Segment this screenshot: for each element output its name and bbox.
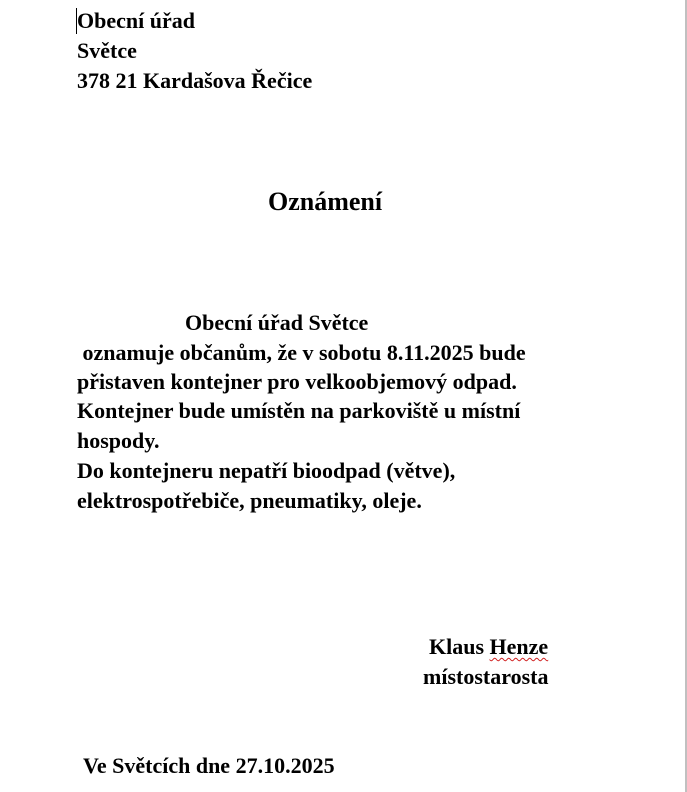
body-line-2: oznamuje občanům, že v sobotu 8.11.2025 bude	[77, 340, 526, 365]
signature-name	[429, 632, 548, 662]
body-line-5: hospody.	[77, 428, 160, 453]
sender-address: 378 21 Kardašova Řečice	[77, 68, 313, 93]
sender-line-2: Světce	[77, 38, 137, 63]
body-line-3: přistaven kontejner pro velkoobjemový odpad.	[77, 369, 517, 394]
body-line-1: Obecní úřad Světce	[185, 310, 369, 335]
signature-first-name: Klaus	[429, 634, 485, 659]
body-line-7: elektrospotřebiče, pneumatiky, oleje.	[77, 488, 422, 513]
body-line-6: Do kontejneru nepatří bioodpad (větve),	[77, 458, 456, 483]
sender-line-1: Obecní úřad	[77, 8, 195, 33]
document-title: Oznámení	[268, 187, 383, 216]
place-and-date: Ve Světcích dne 27.10.2025	[83, 753, 335, 778]
signature-last-name-misspelled[interactable]: Henze	[489, 634, 549, 659]
signature-role: místostarosta	[423, 664, 549, 689]
body-line-4: Kontejner bude umístěn na parkoviště u místní	[77, 398, 521, 423]
